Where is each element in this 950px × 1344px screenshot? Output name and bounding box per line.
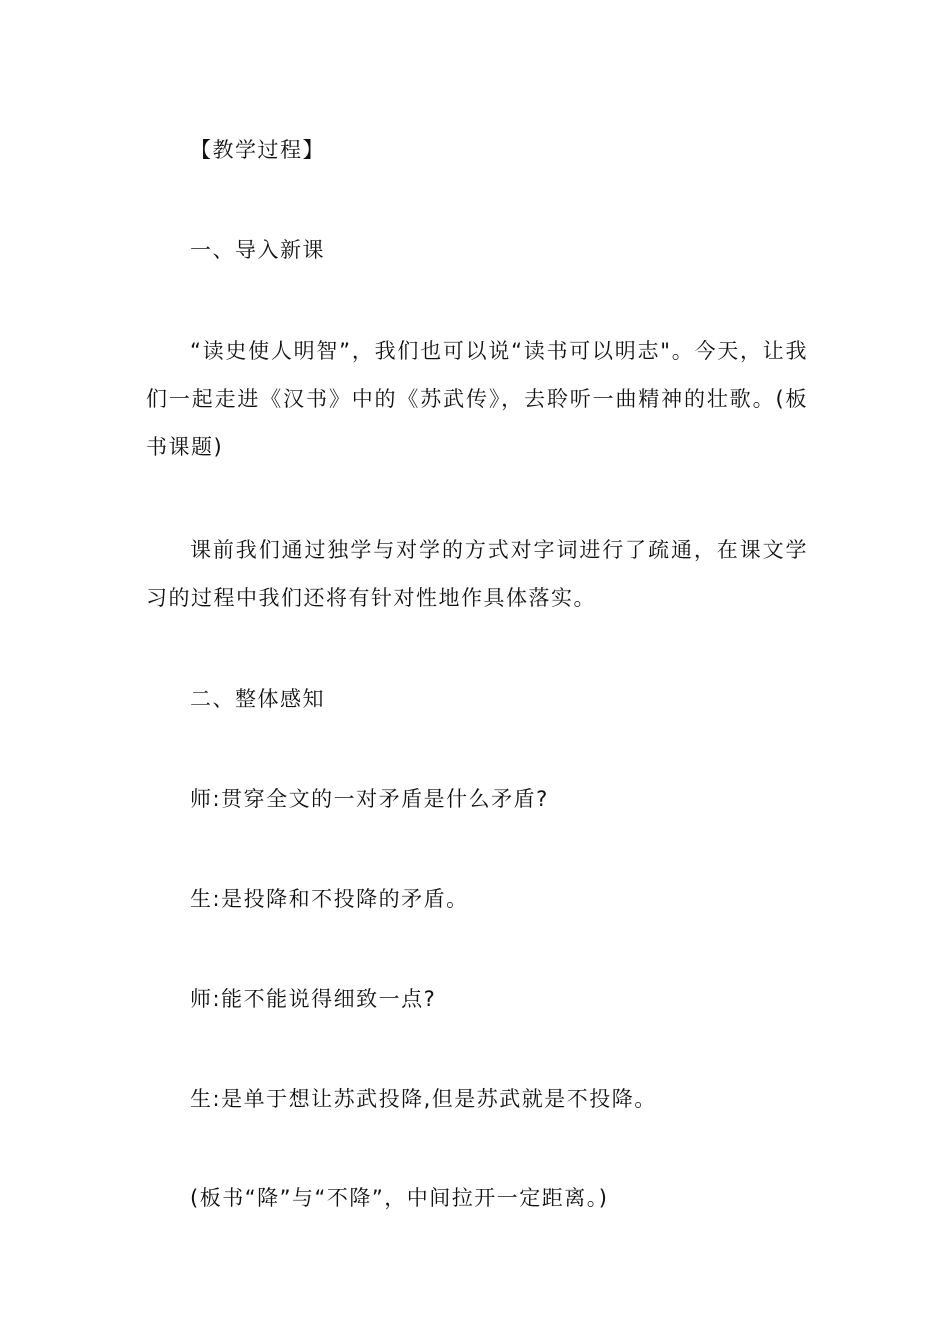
section-title-overall: 二、整体感知 <box>190 687 325 711</box>
dialogue-line-teacher-2: 师:能不能说得细致一点? <box>190 987 437 1011</box>
board-note: (板书“降”与“不降”，中间拉开一定距离。) <box>190 1186 609 1210</box>
dialogue-line-student-2: 生:是单于想让苏武投降,但是苏武就是不投降。 <box>190 1087 657 1111</box>
paragraph-intro-quote: “读史使人明智”，我们也可以说“读书可以明志"。今天，让我们一起走进《汉书》中的《苏武传》，去聆听一曲精神的壮歌。(板书课题) <box>146 339 808 459</box>
section-title-intro: 一、导入新课 <box>190 238 325 262</box>
paragraph-preview-study: 课前我们通过独学与对学的方式对字词进行了疏通，在课文学习的过程中我们还将有针对性地作具体落实。 <box>146 538 808 610</box>
section-heading-teaching-process: 【教学过程】 <box>190 138 325 162</box>
dialogue-line-student-1: 生:是投降和不投降的矛盾。 <box>190 887 469 911</box>
dialogue-line-teacher-1: 师:贯穿全文的一对矛盾是什么矛盾? <box>190 787 549 811</box>
